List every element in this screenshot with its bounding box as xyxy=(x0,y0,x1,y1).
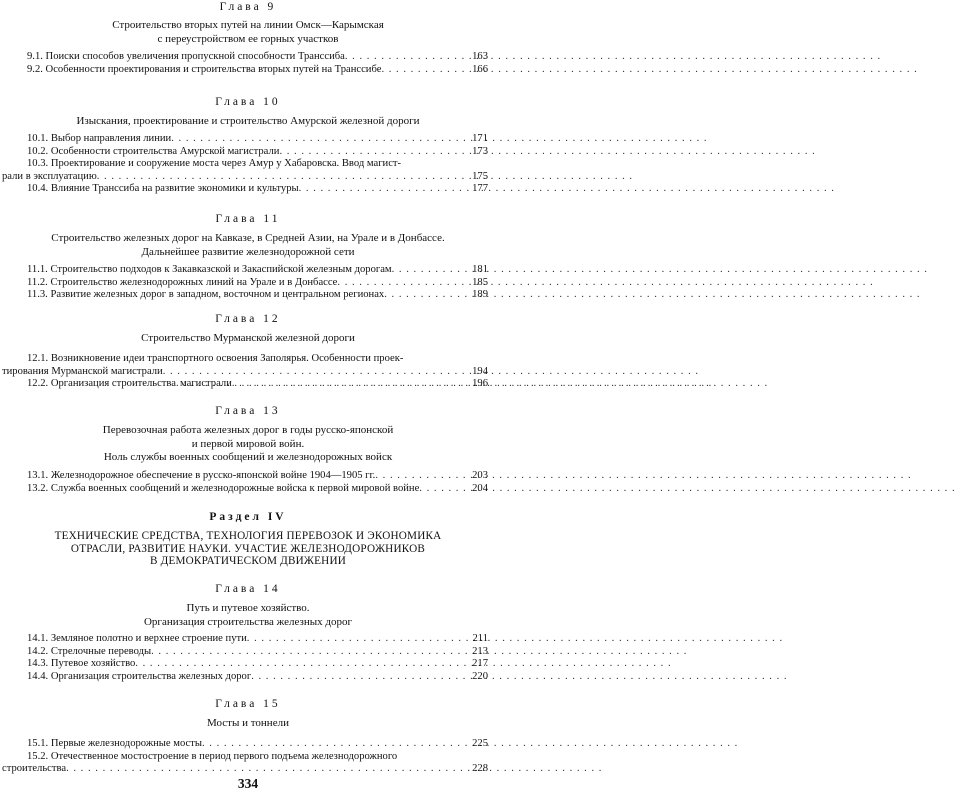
chapter-heading: Глава 12 xyxy=(215,313,281,325)
chapter-14-block xyxy=(0,582,496,629)
chapter-title: Перевозочная работа железных дорог в годы русско-японской и первой мировой войн. Ноль службы военных сообщений и железнодорожных войск xyxy=(102,424,394,463)
chapter-13-block xyxy=(0,404,496,465)
toc-entry[interactable]: 15.1. Первые железнодорожные мосты . . . 225 xyxy=(0,738,496,751)
page-number: 334 xyxy=(237,776,259,791)
toc-entry[interactable]: 14.1. Земляное полотно и верхнее строение пути . . . 211 xyxy=(0,633,496,646)
toc-entry[interactable]: 11.1. Строительство подходов к Закавказской и Закаспийской железным дорогам . . . 181 xyxy=(0,264,496,277)
toc-entry[interactable]: 10.3. Проектирование и сооружение моста через Амур у Хабаровска. Ввод магист- рали в эксплуатацию . . . 175 xyxy=(0,158,496,183)
chapter-heading: Глава 13 xyxy=(215,405,281,417)
toc-entry[interactable]: 11.3. Развитие железных дорог в западном, восточном и центральном регионах . . . 189 xyxy=(0,289,496,302)
toc-entry[interactable]: 14.3. Путевое хозяйство . . . 217 xyxy=(0,658,496,671)
toc-entry[interactable]: 10.1. Выбор направления линии . . . 171 xyxy=(0,133,496,146)
chapter-title: Строительство железных дорог на Кавказе, в Средней Азии, на Урале и в Донбассе. Дальнейшее развитие железнодорожной сети xyxy=(51,232,445,258)
chapter-12-block xyxy=(0,312,496,346)
chapter-title: Строительство вторых путей на линии Омск—Карымская с переустройством ее горных участков xyxy=(112,19,384,45)
section-title: ТЕХНИЧЕСКИЕ СРЕДСТВА, ТЕХНОЛОГИЯ ПЕРЕВОЗОК И ЭКОНОМИКА ОТРАСЛИ, РАЗВИТИЕ НАУКИ. УЧАСТИЕ ЖЕЛЕЗНОДОРОЖНИКОВ В ДЕМОКРАТИЧЕСКОМ ДВИЖЕНИИ xyxy=(54,530,442,567)
chapter-heading: Глава 14 xyxy=(215,583,281,595)
section-iv-block xyxy=(0,510,496,568)
chapter-heading: Глава 9 xyxy=(219,1,277,13)
toc-entry[interactable]: 13.1. Железнодорожное обеспечение в русско-японской войне 1904—1905 гг. . . . 203 xyxy=(0,470,496,483)
toc-entry[interactable]: 12.2. Организация строительства . . . магистрали . . . 196 xyxy=(0,378,496,391)
toc-entry[interactable]: 15.2. Отечественное мостостроение в период первого подъема железнодорожного строительства . . . 228 xyxy=(0,751,496,776)
chapter-title: Изыскания, проектирование и строительство Амурской железной дороги xyxy=(76,115,420,127)
chapter-heading: Глава 11 xyxy=(215,213,281,225)
chapter-9-block xyxy=(0,0,496,46)
toc-entry[interactable]: 13.2. Служба военных сообщений и железнодорожные войска к первой мировой войне . . . 204 xyxy=(0,483,496,496)
section-heading: Раздел IV xyxy=(209,511,287,523)
chapter-heading: Глава 15 xyxy=(215,698,281,710)
toc-entry[interactable]: 10.4. Влияние Транссиба на развитие экономики и культуры . . . 177 xyxy=(0,183,496,196)
chapter-15-block xyxy=(0,697,496,731)
chapter-heading: Глава 10 xyxy=(215,96,281,108)
chapter-10-block xyxy=(0,95,496,129)
toc-entry[interactable]: 14.4. Организация строительства железных дорог . . . 220 xyxy=(0,671,496,684)
toc-entry[interactable]: 12.1. Возникновение идеи транспортного освоения Заполярья. Особенности проек- тирования Мурманской магистрали . . . 194 xyxy=(0,353,496,378)
chapter-title: Строительство Мурманской железной дороги xyxy=(141,332,355,344)
toc-entry[interactable]: 9.2. Особенности проектирования и строительства вторых путей на Транссибе . . . 166 xyxy=(0,64,496,77)
toc-entry[interactable]: 10.2. Особенности строительства Амурской магистрали . . . 173 xyxy=(0,146,496,159)
toc-entry[interactable]: 9.1. Поиски способов увеличения пропускной способности Транссиба . . . 163 xyxy=(0,51,496,64)
chapter-title: Мосты и тоннели xyxy=(207,717,289,729)
toc-entry[interactable]: 11.2. Строительство железнодорожных линий на Урале и в Донбассе . . . 185 xyxy=(0,277,496,290)
toc-entry[interactable]: 14.2. Стрелочные переводы . . . 213 xyxy=(0,646,496,659)
chapter-11-block xyxy=(0,212,496,259)
chapter-title: Путь и путевое хозяйство. Организация строительства железных дорог xyxy=(143,602,353,628)
